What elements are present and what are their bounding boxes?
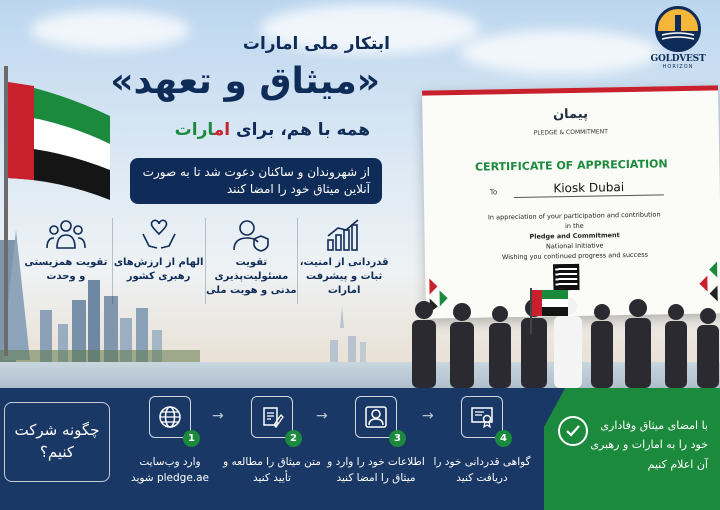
logo-name: GOLDVEST	[650, 54, 706, 64]
headline-small: ابتکار ملی امارات	[242, 34, 390, 54]
qr-code-icon	[553, 264, 579, 290]
headline-sub-prefix: همه با هم، برای	[230, 120, 370, 140]
headline-sub	[90, 120, 370, 140]
value-label: تقویت مسئولیت‌پذیری مدنی و هویت ملی	[206, 257, 297, 296]
certificate-recipient: Kiosk Dubai	[514, 179, 664, 198]
certificate-line: In appreciation of your participation and contribution	[487, 210, 661, 222]
value-label: الهام از ارزش‌های رهبری کشور	[113, 257, 204, 282]
step-item	[214, 396, 330, 487]
arrow-right-icon: →	[422, 408, 434, 424]
goldvest-logo	[644, 6, 712, 70]
document-pen-icon	[251, 396, 297, 444]
headline-sub-highlight-1: ام	[213, 120, 231, 140]
participation-bar	[0, 388, 720, 510]
arrow-right-icon: →	[212, 408, 224, 424]
value-item	[206, 218, 299, 304]
headline-sub-highlight-2: ارات	[174, 120, 214, 140]
people-group-icon	[46, 218, 86, 252]
value-item	[113, 218, 206, 304]
certificate-line: in the	[565, 221, 584, 231]
certificate-title: CERTIFICATE OF APPRECIATION	[474, 157, 668, 174]
user-card-icon	[355, 396, 401, 444]
certificate-logo-sub: PLEDGE & COMMITMENT	[533, 128, 608, 137]
cta-text: با امضای میثاق وفاداری خود را به امارات و رهبری آن اعلام کنیم	[590, 419, 708, 471]
certificate	[422, 85, 720, 318]
step-number: 2	[285, 430, 302, 447]
value-label: تقویت همزیستی و وحدت	[24, 257, 108, 282]
step-item	[424, 396, 540, 487]
invite-banner: از شهروندان و ساکنان دعوت شد تا به صورت آنلاین میثاق خود را امضا کنند	[130, 158, 382, 204]
certificate-to-label: To	[489, 188, 498, 197]
person-shield-icon	[231, 218, 271, 252]
step-label: گواهی قدردانی خود را دریافت کنید	[433, 456, 531, 485]
value-item	[20, 218, 113, 304]
heart-hands-icon	[139, 218, 179, 252]
globe-icon	[149, 396, 195, 444]
step-number: 1	[183, 430, 200, 447]
arrow-right-icon: →	[316, 408, 328, 424]
step-label: وارد وب‌سایت pledge.ae شوید	[130, 456, 210, 485]
certificate-line: National Initiative	[545, 241, 604, 251]
headline-big: «میثاق و تعهد»	[110, 61, 380, 102]
step-item	[112, 396, 228, 487]
how-to-participate-box: چگونه شرکت کنیم؟	[4, 402, 110, 482]
value-label: قدردانی از امنیت، ثبات و پیشرفت امارات	[299, 257, 389, 296]
logo-tagline: HORIZON	[662, 64, 694, 70]
certificate-line: Pledge and Commitment	[529, 231, 620, 241]
logo-emblem-icon	[655, 6, 701, 52]
step-label: متن میثاق را مطالعه و تأیید کنید	[223, 456, 321, 485]
value-item	[298, 218, 390, 304]
uae-flag	[0, 66, 118, 356]
step-number: 3	[389, 430, 406, 447]
growth-chart-icon	[324, 218, 364, 252]
step-number: 4	[495, 430, 512, 447]
certificate-line: Wishing you continued progress and success	[501, 250, 649, 262]
certificate-icon	[461, 396, 507, 444]
step-label: اطلاعات خود را وارد و میثاق را امضا کنید	[327, 456, 425, 485]
certificate-body	[464, 209, 685, 263]
values-row	[20, 218, 390, 304]
people-silhouettes	[400, 288, 720, 388]
certificate-logo: پیمان	[552, 106, 589, 123]
step-item	[318, 396, 434, 487]
